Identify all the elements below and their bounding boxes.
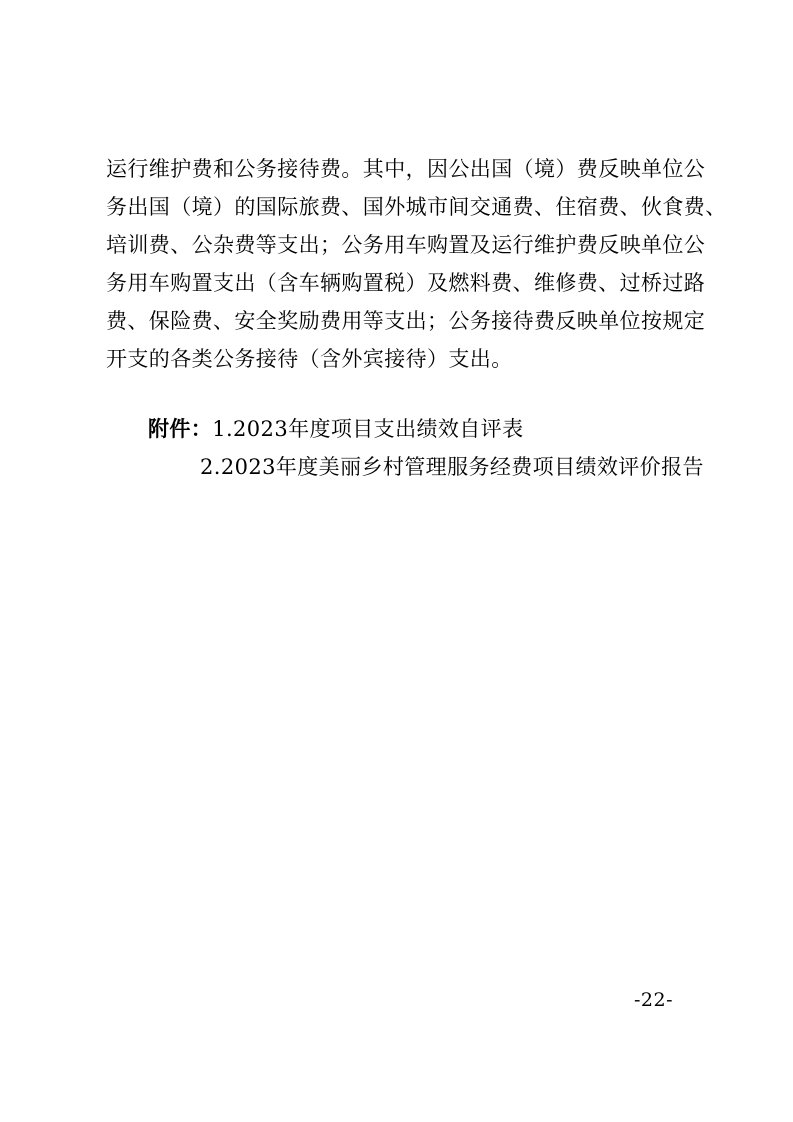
paragraph-line: 务出国（境）的国际旅费、国外城市间交通费、住宿费、伙食费、 (106, 195, 727, 219)
attachment-item: 2.2023年度美丽乡村管理服务经费项目绩效评价报告 (200, 455, 704, 479)
page-number: -22- (634, 989, 674, 1011)
attachments-label: 附件： (148, 417, 213, 441)
attachment-item: 1.2023年度项目支出绩效自评表 (212, 417, 524, 441)
attachment-row (148, 448, 708, 486)
paragraph-line: 运行维护费和公务接待费。其中，因公出国（境）费反映单位公 (106, 157, 706, 181)
body-paragraph (106, 150, 727, 378)
attachments-list (148, 410, 708, 486)
attachment-row (148, 410, 708, 448)
paragraph-line: 开支的各类公务接待（含外宾接待）支出。 (106, 347, 513, 371)
paragraph-line: 培训费、公杂费等支出；公务用车购置及运行维护费反映单位公 (106, 233, 706, 257)
paragraph-line: 费、保险费、安全奖励费用等支出；公务接待费反映单位按规定 (106, 309, 706, 333)
paragraph-line: 务用车购置支出（含车辆购置税）及燃料费、维修费、过桥过路 (106, 271, 706, 295)
